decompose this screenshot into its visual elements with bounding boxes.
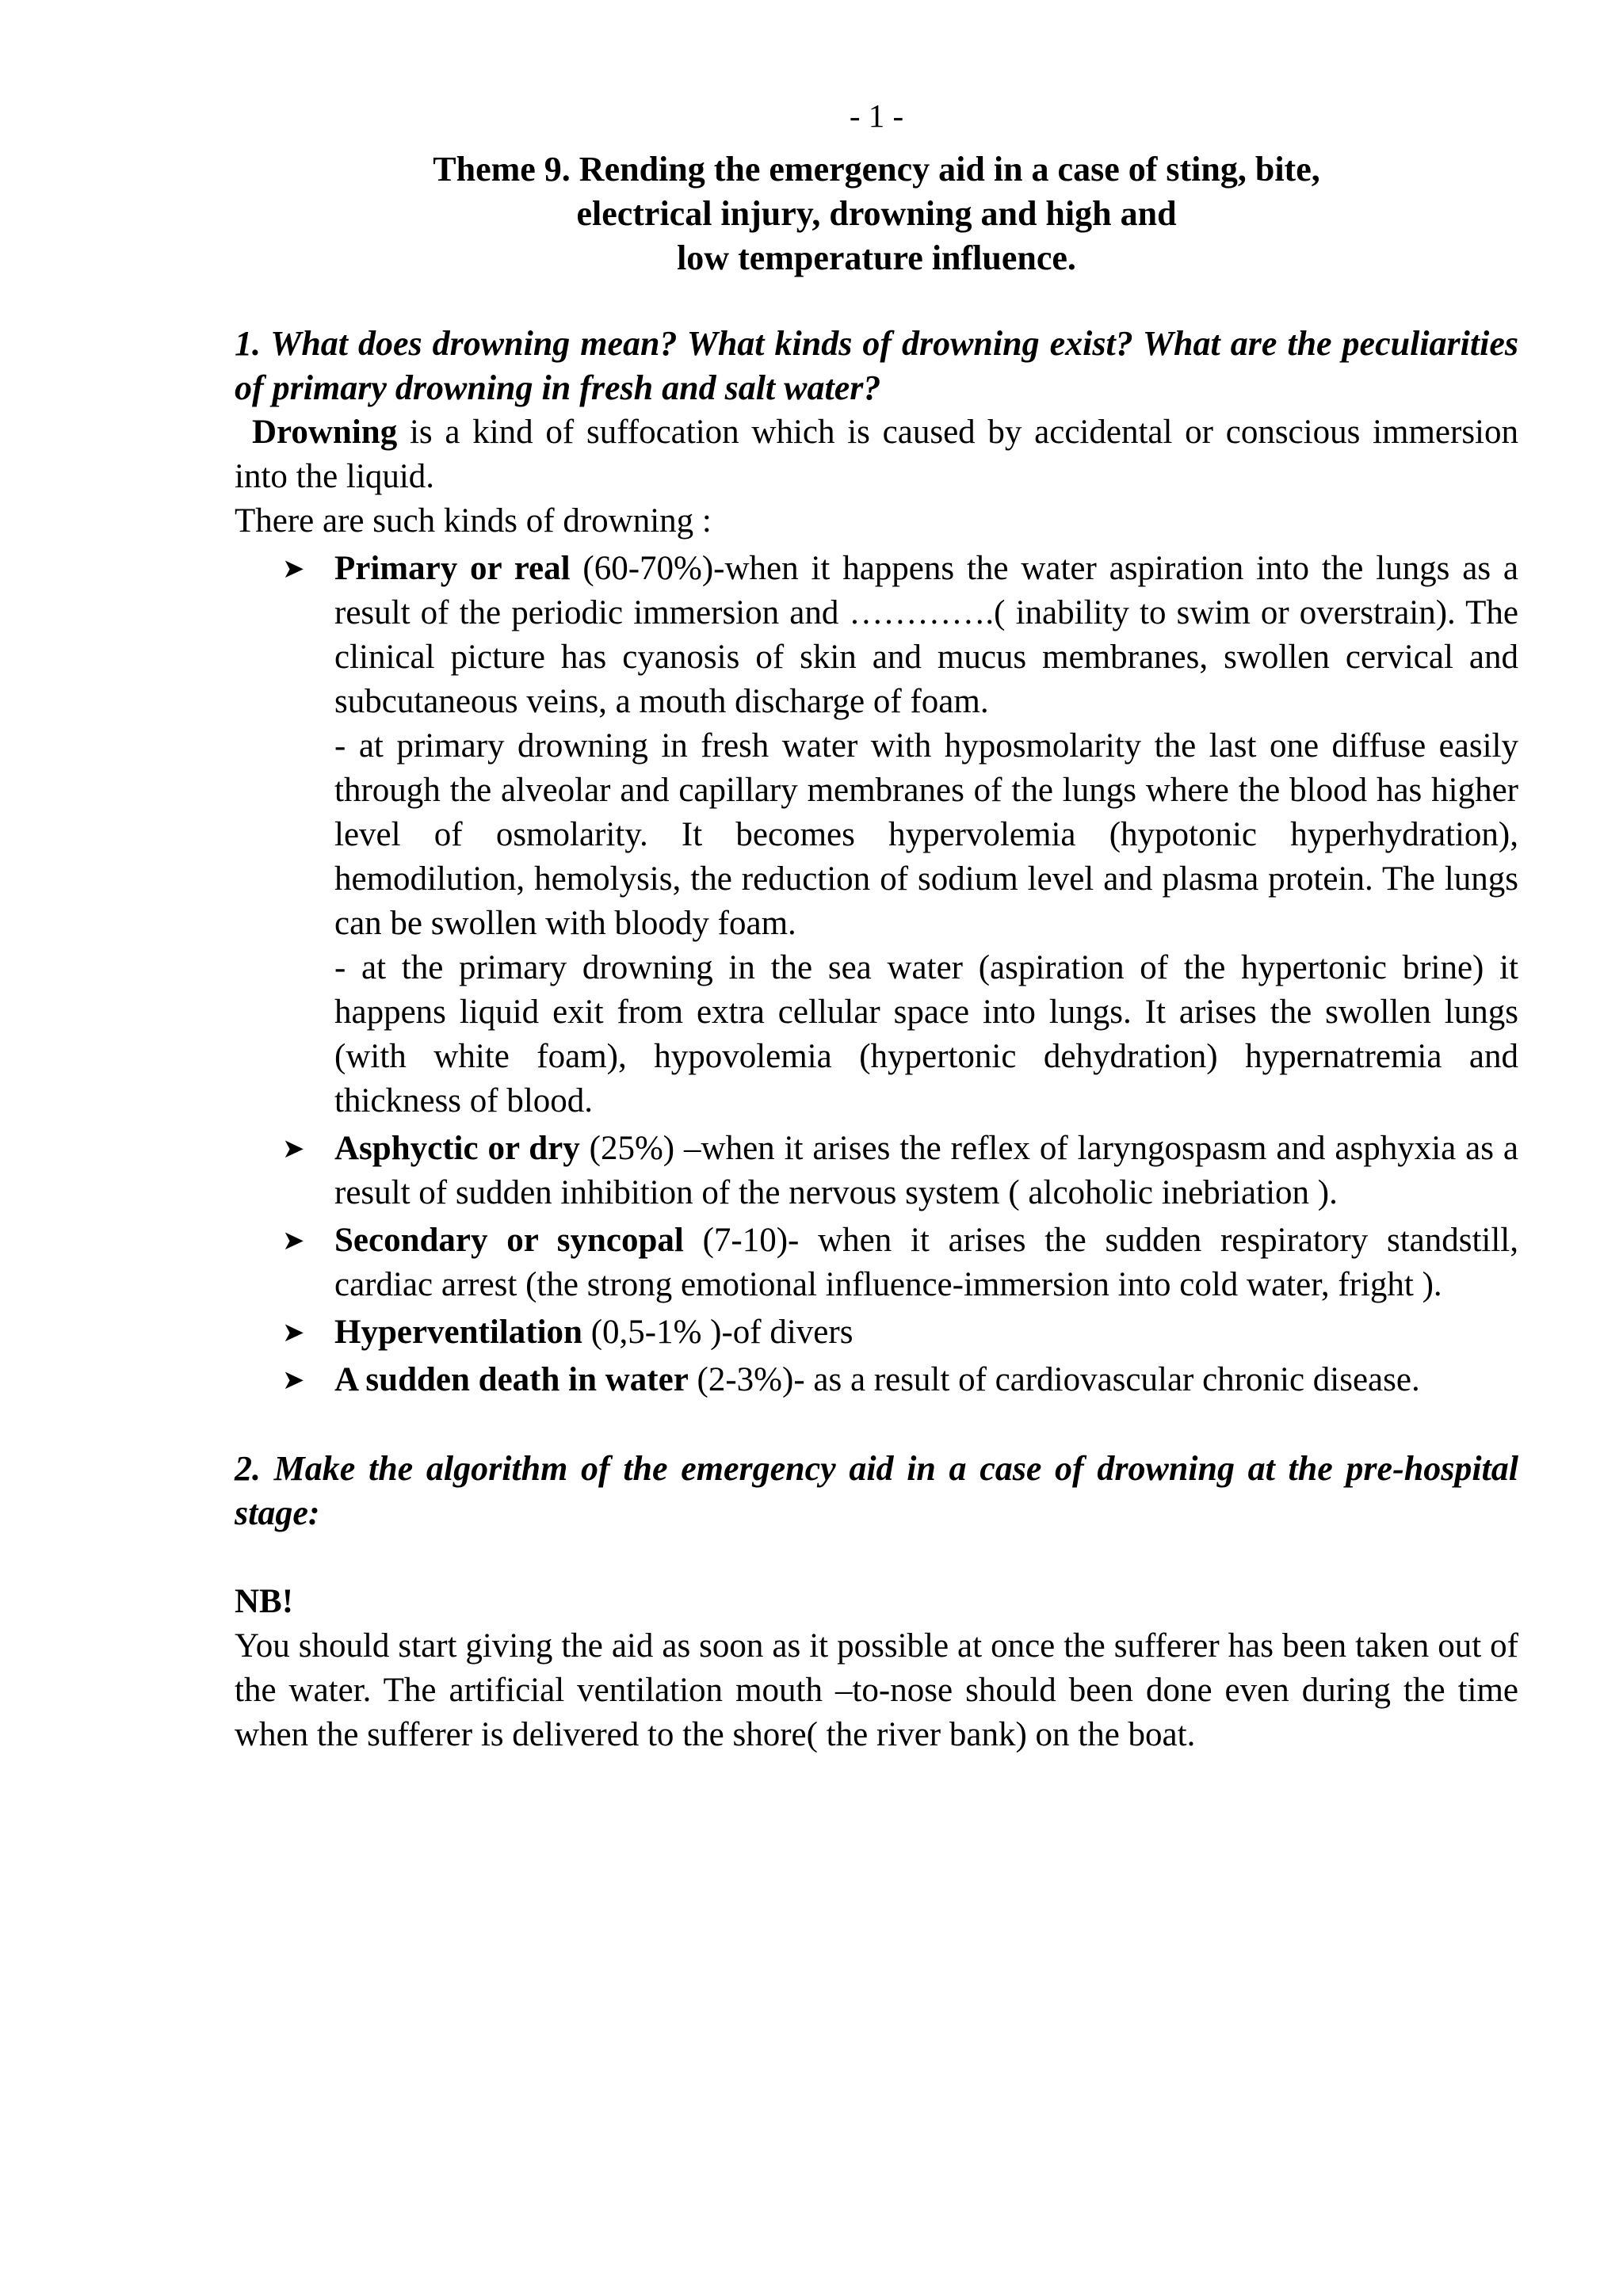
arrowhead-bullet-icon: ➤ xyxy=(282,1133,305,1165)
definition-text: is a kind of suffocation which is caused by accidental or conscious immersion into the liquid. xyxy=(235,414,1518,495)
kind-term: Asphyctic or dry xyxy=(334,1130,580,1167)
title-line-2: electrical injury, drowning and high and xyxy=(576,194,1177,233)
sea-water-note: - at the primary drowning in the sea water (aspiration of the hypertonic brine) it happens liquid exit from extra cellular space into lungs. It arises the swollen lungs (with white foam), hypovolemia (hypertonic dehydration) hypernatremia and thickness of blood. xyxy=(334,949,1518,1119)
kind-term: Primary or real xyxy=(334,550,571,587)
arrowhead-bullet-icon: ➤ xyxy=(282,553,305,585)
nb-label: NB! xyxy=(235,1583,294,1620)
kind-text: (2-3%)- as a result of cardiovascular chronic disease. xyxy=(688,1361,1420,1398)
drowning-kinds-list xyxy=(235,547,1518,1402)
list-item-hyperventilation xyxy=(282,1310,1518,1355)
kind-term: Secondary or syncopal xyxy=(334,1222,684,1259)
arrowhead-bullet-icon: ➤ xyxy=(282,1364,305,1396)
fresh-water-note: - at primary drowning in fresh water with hyposmolarity the last one diffuse easily through the alveolar and capillary membranes of the lungs where the blood has higher level of osmolarity. It becomes hypervolemia (hypotonic hyperhydration), hemodilution, hemolysis, the reduction of sodium level and plasma protein. The lungs can be swollen with bloody foam. xyxy=(334,727,1518,942)
title-line-3: low temperature influence. xyxy=(677,238,1076,277)
kind-text: (25%) –when it arises the reflex of laryngospasm and asphyxia as a result of sudden inhibition of the nervous system ( alcoholic inebriation ). xyxy=(334,1130,1518,1211)
kind-term: A sudden death in water xyxy=(334,1361,689,1398)
list-item-secondary xyxy=(282,1219,1519,1307)
definition-term: Drowning xyxy=(252,414,398,451)
title-line-1: Theme 9. Rending the emergency aid in a case of sting, bite, xyxy=(433,150,1320,189)
kinds-intro: There are such kinds of drowning : xyxy=(235,502,712,540)
kind-term: Hyperventilation xyxy=(334,1314,582,1351)
nb-text: You should start giving the aid as soon as it possible at once the sufferer has been taken out of the water. The artificial ventilation mouth –to-nose should been done even during the time when the sufferer is delivered to the shore( the river bank) on the boat. xyxy=(235,1627,1518,1753)
list-item-primary xyxy=(282,547,1518,1123)
kind-text: (7-10)- when it arises the sudden respiratory standstill, cardiac arrest (the strong emotional influence-immersion into cold water, fright ). xyxy=(334,1222,1519,1303)
document-page xyxy=(235,93,1518,1757)
kind-text: (60-70%)-when it happens the water aspiration into the lungs as a result of the periodic immersion and ………….( inability to swim or overstrain). The clinical picture has cyanosis of skin and mucus membranes, swollen cervical and subcutaneous veins, a mouth discharge of foam. xyxy=(334,550,1518,720)
page-number: - 1 - xyxy=(849,97,904,134)
arrowhead-bullet-icon: ➤ xyxy=(282,1317,305,1348)
drowning-definition xyxy=(235,410,1518,499)
arrowhead-bullet-icon: ➤ xyxy=(282,1225,305,1257)
list-item-sudden-death xyxy=(282,1358,1518,1402)
page-title xyxy=(235,147,1518,280)
kind-text: (0,5-1% )-of divers xyxy=(582,1314,854,1351)
question-2: 2. Make the algorithm of the emergency aid in a case of drowning at the pre-hospital stage: xyxy=(235,1449,1518,1532)
list-item-asphyctic xyxy=(282,1127,1518,1215)
question-1: 1. What does drowning mean? What kinds of drowning exist? What are the peculiarities of primary drowning in fresh and salt water? xyxy=(235,324,1518,407)
